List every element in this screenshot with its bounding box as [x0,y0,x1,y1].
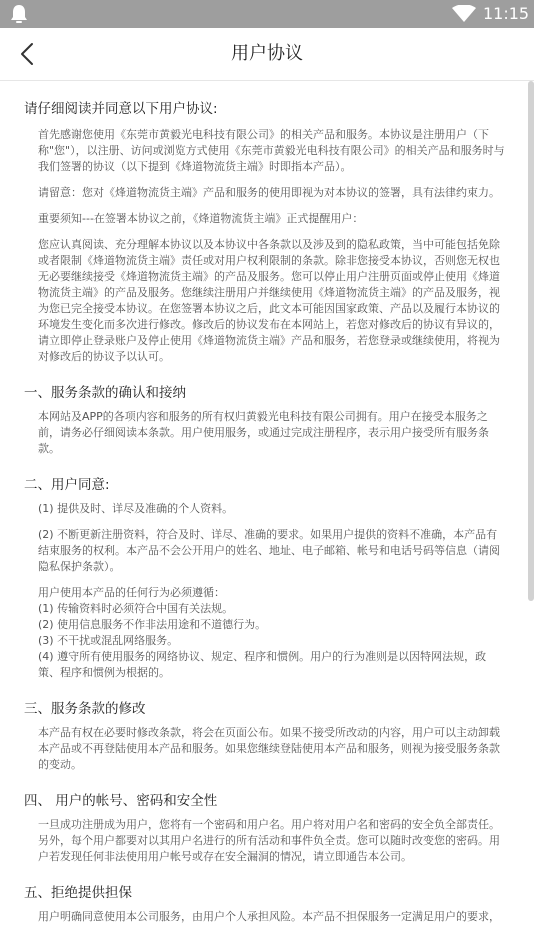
section-heading: 三、服务条款的修改 [24,701,146,717]
agreement-content[interactable] [0,81,534,949]
section-paragraph: (1) 提供及时、详尽及准确的个人资料。 [38,502,234,515]
wifi-icon [452,5,476,23]
section-heading: 一、服务条款的确认和接纳 [24,385,186,401]
section-paragraph: 本产品有权在必要时修改条款，将会在页面公布。如果不接受所改动的内容，用户可以主动卸载本产品或不再登陆使用本产品和服务。如果您继续登陆使用本产品和服务，则视为接受服务条款的变动。 [38,726,500,771]
status-bar [0,0,534,28]
page-title: 用户协议 [231,43,303,64]
intro-paragraph: 请留意：您对《烽道物流货主端》产品和服务的使用即视为对本协议的签署，具有法律约束力。 [38,186,500,199]
section-paragraph: 本网站及APP的各项内容和服务的所有权归黄毅光电科技有限公司拥有。用户在接受本服务之前，请务必仔细阅读本条款。用户使用服务，或通过完成注册程序，表示用户接受所有服务条款。 [38,410,489,455]
status-time: 11:15 [483,4,530,23]
section-heading: 四、 用户的帐号、密码和安全性 [24,793,218,809]
agreement-scroll-area [24,99,508,925]
section-paragraph: (2) 不断更新注册资料，符合及时、详尽、准确的要求。如果用户提供的资料不准确，本产品有结束服务的权利。本产品不会公开用户的姓名、地址、电子邮箱、帐号和电话号码等信息（请阅隐私保护条款）。 [38,528,500,573]
scrollbar-thumb[interactable] [528,81,534,601]
section-paragraph: 用户使用本产品的任何行为必须遵循： (1) 传输资料时必须符合中国有关法规。 (2) 使用信息服务不作非法用途和不道德行为。 (3) 不干扰或混乱网络服务。 (4) 遵守所有使用服务的网络协议、规定、程序和惯例。用户的行为准则是以因特网法规，政策、程序和惯例为根据的。 [38,586,487,679]
intro-paragraph: 重要须知---在签署本协议之前，《烽道物流货主端》正式提醒用户： [38,212,364,225]
intro-paragraph: 首先感谢您使用《东莞市黄毅光电科技有限公司》的相关产品和服务。本协议是注册用户（下称"您"），以注册、访问或浏览方式使用《东莞市黄毅光电科技有限公司》的相关产品和服务时与我们签署的协议（以下提到《烽道物流货主端》时即指本产品）。 [38,128,505,173]
app-bar [0,28,534,81]
intro-paragraph: 您应认真阅读、充分理解本协议以及本协议中各条款以及涉及到的隐私政策，当中可能包括免除或者限制《烽道物流货主端》责任或对用户权利限制的条款。除非您接受本协议，否则您无权也无必要继续接受《烽道物流货主端》的产品及服务。您可以停止用户注册页面或停止使用《烽道物流货主端》的产品及服务。您继续注册用户并继续使用《烽道物流货主端》的产品及服务，视为您已完全接受本协议。在您签署本协议之后，此文本可能因国家政策、产品以及履行本协议的环境发生变化而多次进行修改。修改后的协议发布在本网站上，若您对修改后的协议有异议的，请立即停止登录账户及停止使用《烽道物流货主端》产品和服务，若您登录或继续使用，将视为对修改后的协议予以认可。 [38,238,500,363]
notification-bell-icon [10,4,28,24]
intro-heading: 请仔细阅读并同意以下用户协议: [24,101,218,117]
section-paragraph: 一旦成功注册成为用户，您将有一个密码和用户名。用户将对用户名和密码的安全负全部责任。另外，每个用户都要对以其用户名进行的所有活动和事件负全责。您可以随时改变您的密码。用户若发现任何非法使用用户帐号或存在安全漏洞的情况，请立即通告本公司。 [38,818,500,863]
section-paragraph: 用户明确同意使用本公司服务，由用户个人承担风险。本产品不担保服务一定满足用户的要求， [38,910,500,923]
section-heading: 二、用户同意: [24,477,110,493]
section-heading: 五、拒绝提供担保 [24,885,132,901]
